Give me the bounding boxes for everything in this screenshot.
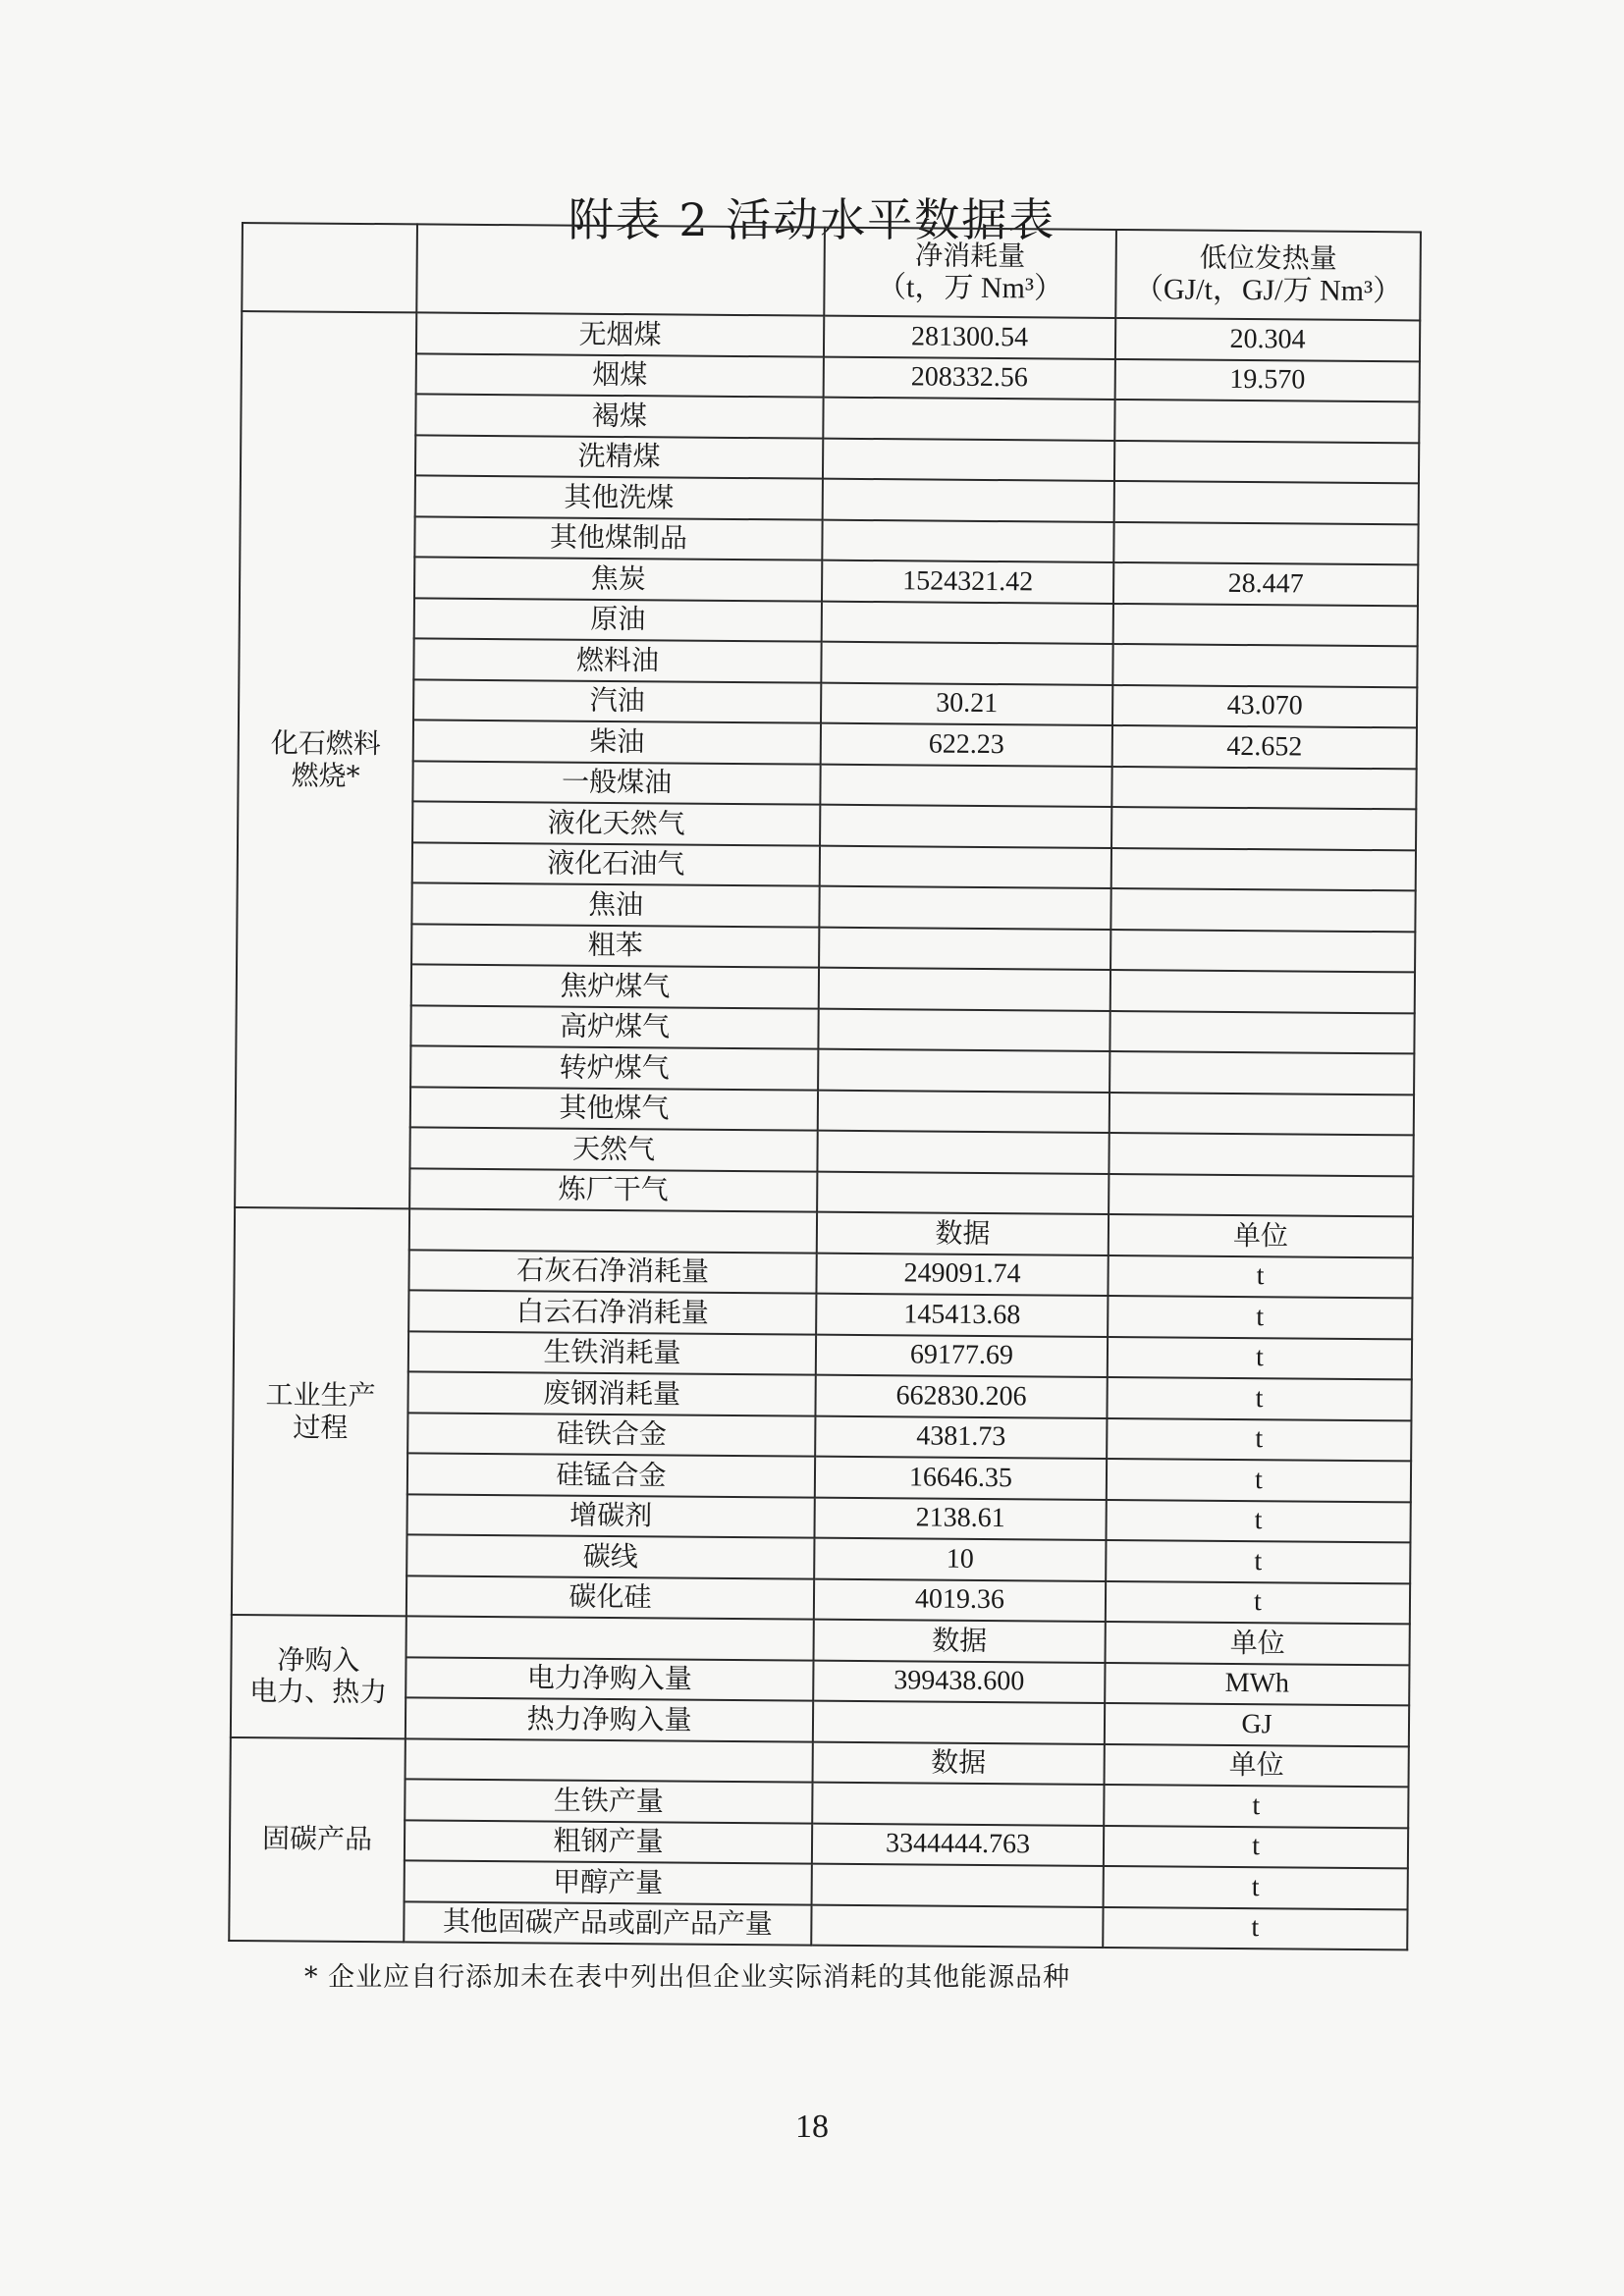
- fuel-name: 液化天然气: [412, 801, 820, 845]
- item-value: 249091.74: [816, 1253, 1108, 1296]
- header-heat-value: 低位发热量 （GJ/t，GJ/万 Nm³）: [1115, 230, 1421, 320]
- consumption-value: 208332.56: [824, 356, 1115, 400]
- heat-value: [1113, 603, 1418, 646]
- subheader-empty-cell: [406, 1738, 813, 1783]
- consumption-value: [818, 1008, 1110, 1051]
- item-name: 石灰石净消耗量: [408, 1250, 816, 1294]
- subheader-empty-cell: [409, 1208, 817, 1253]
- heat-value: 42.652: [1112, 725, 1417, 769]
- item-name: 生铁产量: [405, 1779, 812, 1823]
- heat-value: [1110, 1051, 1414, 1095]
- consumption-value: [819, 886, 1110, 930]
- item-unit: t: [1106, 1499, 1410, 1542]
- item-name: 废钢消耗量: [407, 1371, 815, 1415]
- heat-value: 43.070: [1112, 684, 1417, 727]
- consumption-value: [823, 398, 1114, 441]
- heat-value: [1110, 888, 1415, 932]
- fuel-name: 焦炭: [414, 557, 822, 601]
- subheader-data: 数据: [817, 1212, 1109, 1255]
- item-unit: t: [1104, 1785, 1408, 1828]
- item-name: 硅铁合金: [407, 1413, 815, 1457]
- item-value: [812, 1783, 1104, 1826]
- heat-value: 20.304: [1115, 318, 1420, 361]
- consumption-value: [820, 845, 1111, 888]
- item-name: 硅锰合金: [407, 1453, 815, 1497]
- category-industrial-process: 工业生产 过程: [232, 1207, 409, 1616]
- category-carbon-products: 固碳产品: [229, 1736, 406, 1942]
- item-name: 白云石净消耗量: [408, 1290, 816, 1334]
- page-number: 18: [795, 2109, 829, 2145]
- fuel-name: 天然气: [409, 1127, 817, 1171]
- fuel-name: 炼厂干气: [409, 1168, 817, 1212]
- item-unit: t: [1104, 1825, 1408, 1868]
- item-unit: MWh: [1105, 1662, 1409, 1705]
- item-unit: t: [1108, 1296, 1412, 1339]
- activity-data-table: [228, 222, 1422, 1950]
- fuel-name: 褐煤: [415, 394, 823, 438]
- consumption-value: [817, 1171, 1109, 1214]
- consumption-value: [819, 927, 1110, 970]
- item-value: [811, 1904, 1103, 1948]
- item-unit: t: [1103, 1906, 1407, 1949]
- item-unit: GJ: [1105, 1703, 1409, 1746]
- fuel-name: 柴油: [413, 720, 821, 764]
- fuel-name: 高炉煤气: [410, 1005, 818, 1049]
- fuel-name: 液化石油气: [412, 842, 820, 886]
- item-unit: t: [1107, 1459, 1411, 1502]
- item-name: 热力净购入量: [406, 1697, 813, 1741]
- item-name: 生铁消耗量: [408, 1331, 816, 1375]
- consumption-value: [820, 764, 1111, 807]
- fuel-name: 汽油: [413, 679, 821, 723]
- item-unit: t: [1107, 1377, 1411, 1420]
- fuel-name: 烟煤: [416, 353, 824, 398]
- item-unit: t: [1106, 1580, 1410, 1624]
- heat-value: 28.447: [1113, 562, 1418, 606]
- item-unit: t: [1108, 1336, 1412, 1379]
- fuel-name: 焦炉煤气: [411, 964, 819, 1008]
- heat-value: [1109, 1133, 1413, 1176]
- item-value: 69177.69: [816, 1334, 1108, 1377]
- consumption-value: [820, 805, 1111, 848]
- consumption-value: [819, 968, 1110, 1011]
- item-name: 电力净购入量: [406, 1657, 813, 1701]
- item-name: 碳化硅: [406, 1575, 814, 1620]
- header-consumption: 净消耗量 （t，万 Nm³）: [824, 228, 1116, 318]
- table-header-row: [242, 223, 1421, 320]
- item-value: 16646.35: [815, 1457, 1107, 1500]
- item-value: 10: [814, 1538, 1106, 1581]
- consumption-value: 30.21: [821, 682, 1112, 725]
- fuel-name: 燃料油: [413, 638, 821, 682]
- fuel-name: 洗精煤: [415, 435, 823, 479]
- fuel-name: 焦油: [411, 882, 819, 927]
- item-value: 2138.61: [814, 1497, 1106, 1540]
- consumption-value: [821, 642, 1112, 685]
- item-value: 4381.73: [815, 1415, 1107, 1459]
- consumption-value: [823, 479, 1114, 522]
- fuel-name: 转炉煤气: [410, 1045, 818, 1090]
- table-title: 附表 2 活动水平数据表: [568, 193, 1056, 246]
- fuel-name: 其他洗煤: [415, 475, 823, 519]
- heat-value: [1111, 847, 1416, 890]
- item-value: 4019.36: [814, 1578, 1106, 1622]
- item-value: 399438.600: [813, 1660, 1105, 1703]
- category-purchased-power-heat: 净购入 电力、热力: [231, 1615, 406, 1738]
- heat-value: [1114, 481, 1419, 524]
- subheader-unit: 单位: [1109, 1214, 1413, 1257]
- header-empty-cell: [416, 224, 825, 315]
- table-row: [229, 1899, 1407, 1949]
- heat-value: [1111, 807, 1416, 850]
- subheader-data: 数据: [813, 1741, 1105, 1785]
- fuel-name: 无烟煤: [416, 312, 824, 356]
- consumption-value: [818, 1090, 1110, 1133]
- consumption-value: [822, 601, 1113, 644]
- fuel-name: 粗苯: [411, 924, 819, 968]
- consumption-value: 1524321.42: [822, 561, 1113, 604]
- consumption-value: 622.23: [821, 723, 1112, 767]
- heat-value: [1110, 1092, 1414, 1135]
- subheader-empty-cell: [406, 1616, 814, 1660]
- heat-value: [1110, 1010, 1414, 1053]
- subheader-unit: 单位: [1106, 1622, 1410, 1665]
- item-value: [812, 1864, 1104, 1907]
- item-name: 增碳剂: [407, 1494, 815, 1538]
- item-value: 662830.206: [815, 1375, 1107, 1418]
- heat-value: [1109, 1173, 1413, 1216]
- item-name: 其他固碳产品或副产品产量: [404, 1901, 811, 1946]
- heat-value: [1111, 766, 1416, 809]
- fuel-name: 一般煤油: [412, 761, 820, 805]
- item-value: 3344444.763: [812, 1823, 1104, 1866]
- item-name: 甲醇产量: [405, 1860, 812, 1904]
- category-fossil-fuel: 化石燃料 燃烧*: [235, 311, 416, 1208]
- fuel-name: 其他煤气: [410, 1087, 818, 1131]
- item-unit: t: [1104, 1866, 1408, 1909]
- heat-value: 19.570: [1115, 358, 1420, 401]
- item-name: 碳线: [406, 1534, 814, 1578]
- heat-value: [1113, 521, 1418, 564]
- header-empty-cell: [242, 223, 417, 312]
- footnote: * 企业应自行添加未在表中列出但企业实际消耗的其他能源品种: [304, 1962, 1071, 1993]
- consumption-value: 281300.54: [824, 316, 1115, 359]
- item-unit: t: [1106, 1540, 1410, 1583]
- subheader-unit: 单位: [1105, 1743, 1409, 1787]
- heat-value: [1110, 970, 1415, 1013]
- item-unit: t: [1108, 1255, 1412, 1298]
- fuel-name: 原油: [414, 598, 822, 642]
- item-value: 145413.68: [816, 1294, 1108, 1337]
- fuel-name: 其他煤制品: [414, 516, 822, 561]
- heat-value: [1112, 644, 1417, 687]
- item-unit: t: [1107, 1417, 1411, 1461]
- heat-value: [1110, 929, 1415, 972]
- item-value: [813, 1701, 1105, 1744]
- heat-value: [1114, 440, 1419, 483]
- subheader-data: 数据: [814, 1620, 1106, 1663]
- consumption-value: [817, 1131, 1109, 1174]
- item-name: 粗钢产量: [405, 1820, 812, 1864]
- consumption-value: [818, 1049, 1110, 1093]
- consumption-value: [822, 519, 1113, 562]
- heat-value: [1114, 400, 1419, 443]
- consumption-value: [823, 438, 1114, 481]
